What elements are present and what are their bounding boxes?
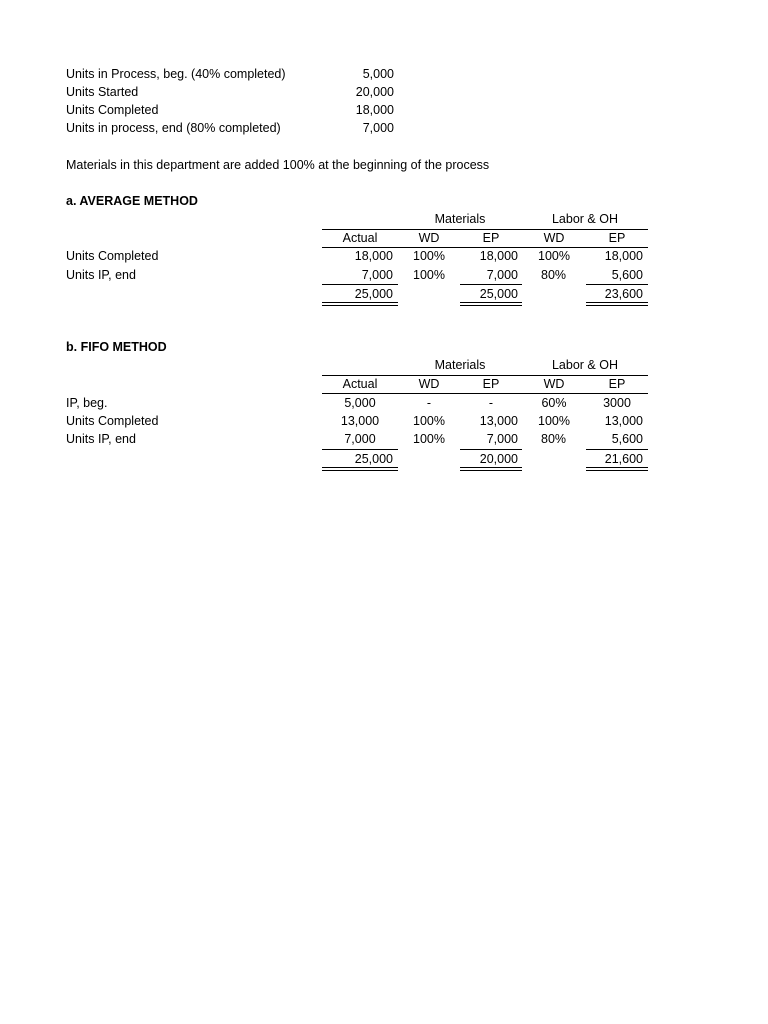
given-label-2: Units Started: [66, 85, 139, 99]
avg-total-rule-mat: [460, 284, 522, 285]
given-label-4: Units in process, end (80% completed): [66, 121, 281, 135]
fifo-header-mat-wd: WD: [418, 377, 440, 391]
fifo-cell-lab-ep: 5,600: [611, 432, 643, 446]
fifo-total-rule-mat: [460, 449, 522, 450]
avg-total-rule-actual: [322, 284, 398, 285]
fifo-cell-mat-ep: -: [488, 396, 494, 410]
given-value-3: 18,000: [355, 103, 394, 117]
avg-double-rule-actual: [322, 302, 398, 306]
avg-total-rule-lab: [586, 284, 648, 285]
fifo-method-title: b. FIFO METHOD: [66, 340, 167, 354]
fifo-header-lab-wd: WD: [543, 377, 565, 391]
fifo-group-materials: Materials: [434, 358, 486, 372]
materials-note: Materials in this department are added 100% at the beginning of the process: [66, 158, 490, 172]
fifo-header-mat-ep: EP: [482, 377, 500, 391]
avg-cell-mat-wd: 100%: [413, 268, 445, 282]
fifo-cell-lab-wd: 60%: [541, 396, 567, 410]
fifo-row-label: Units Completed: [66, 414, 159, 428]
fifo-total-actual: 25,000: [354, 452, 393, 466]
avg-cell-mat-wd: 100%: [413, 249, 445, 263]
avg-cell-mat-ep: 18,000: [479, 249, 518, 263]
fifo-cell-mat-ep: 7,000: [486, 432, 518, 446]
fifo-double-rule-mat: [460, 467, 522, 471]
avg-cell-lab-wd: 100%: [538, 249, 570, 263]
fifo-cell-lab-ep: 13,000: [604, 414, 643, 428]
given-value-1: 5,000: [362, 67, 394, 81]
average-method-title: a. AVERAGE METHOD: [66, 194, 198, 208]
fifo-cell-lab-wd: 80%: [541, 432, 567, 446]
fifo-cell-mat-ep: 13,000: [479, 414, 518, 428]
avg-row-label: Units IP, end: [66, 268, 136, 282]
fifo-header-lab-ep: EP: [608, 377, 626, 391]
avg-cell-lab-wd: 80%: [541, 268, 567, 282]
fifo-cell-actual: 13,000: [340, 414, 380, 428]
given-label-1: Units in Process, beg. (40% completed): [66, 67, 286, 81]
avg-header-mat-wd: WD: [418, 231, 440, 245]
fifo-cell-lab-wd: 100%: [538, 414, 570, 428]
avg-total-mat-ep: 25,000: [479, 287, 518, 301]
fifo-total-lab-ep: 21,600: [604, 452, 643, 466]
avg-total-actual: 25,000: [354, 287, 393, 301]
fifo-total-mat-ep: 20,000: [479, 452, 518, 466]
avg-cell-lab-ep: 5,600: [611, 268, 643, 282]
given-value-4: 7,000: [362, 121, 394, 135]
avg-cell-lab-ep: 18,000: [604, 249, 643, 263]
fifo-cell-actual: 7,000: [344, 432, 376, 446]
avg-double-rule-mat: [460, 302, 522, 306]
avg-header-mat-ep: EP: [482, 231, 500, 245]
avg-cell-actual: 18,000: [354, 249, 393, 263]
fifo-cell-lab-ep: 3000: [603, 396, 631, 410]
fifo-cell-mat-wd: 100%: [413, 414, 445, 428]
avg-group-labor: Labor & OH: [551, 212, 618, 226]
avg-header-lab-ep: EP: [608, 231, 626, 245]
fifo-cell-mat-wd: -: [426, 396, 432, 410]
fifo-header-actual: Actual: [342, 377, 378, 391]
given-label-3: Units Completed: [66, 103, 159, 117]
fifo-group-labor: Labor & OH: [551, 358, 618, 372]
fifo-subheader-rule: [322, 393, 648, 394]
avg-cell-mat-ep: 7,000: [486, 268, 518, 282]
given-value-2: 20,000: [355, 85, 394, 99]
fifo-row-label: Units IP, end: [66, 432, 136, 446]
avg-cell-actual: 7,000: [361, 268, 393, 282]
avg-total-lab-ep: 23,600: [604, 287, 643, 301]
fifo-double-rule-lab: [586, 467, 648, 471]
fifo-cell-mat-wd: 100%: [413, 432, 445, 446]
avg-header-lab-wd: WD: [543, 231, 565, 245]
fifo-cell-actual: 5,000: [344, 396, 376, 410]
fifo-double-rule-actual: [322, 467, 398, 471]
avg-row-label: Units Completed: [66, 249, 159, 263]
fifo-total-rule-actual: [322, 449, 398, 450]
avg-header-actual: Actual: [342, 231, 378, 245]
avg-group-materials: Materials: [434, 212, 486, 226]
avg-double-rule-lab: [586, 302, 648, 306]
fifo-row-label: IP, beg.: [66, 396, 108, 410]
fifo-total-rule-lab: [586, 449, 648, 450]
